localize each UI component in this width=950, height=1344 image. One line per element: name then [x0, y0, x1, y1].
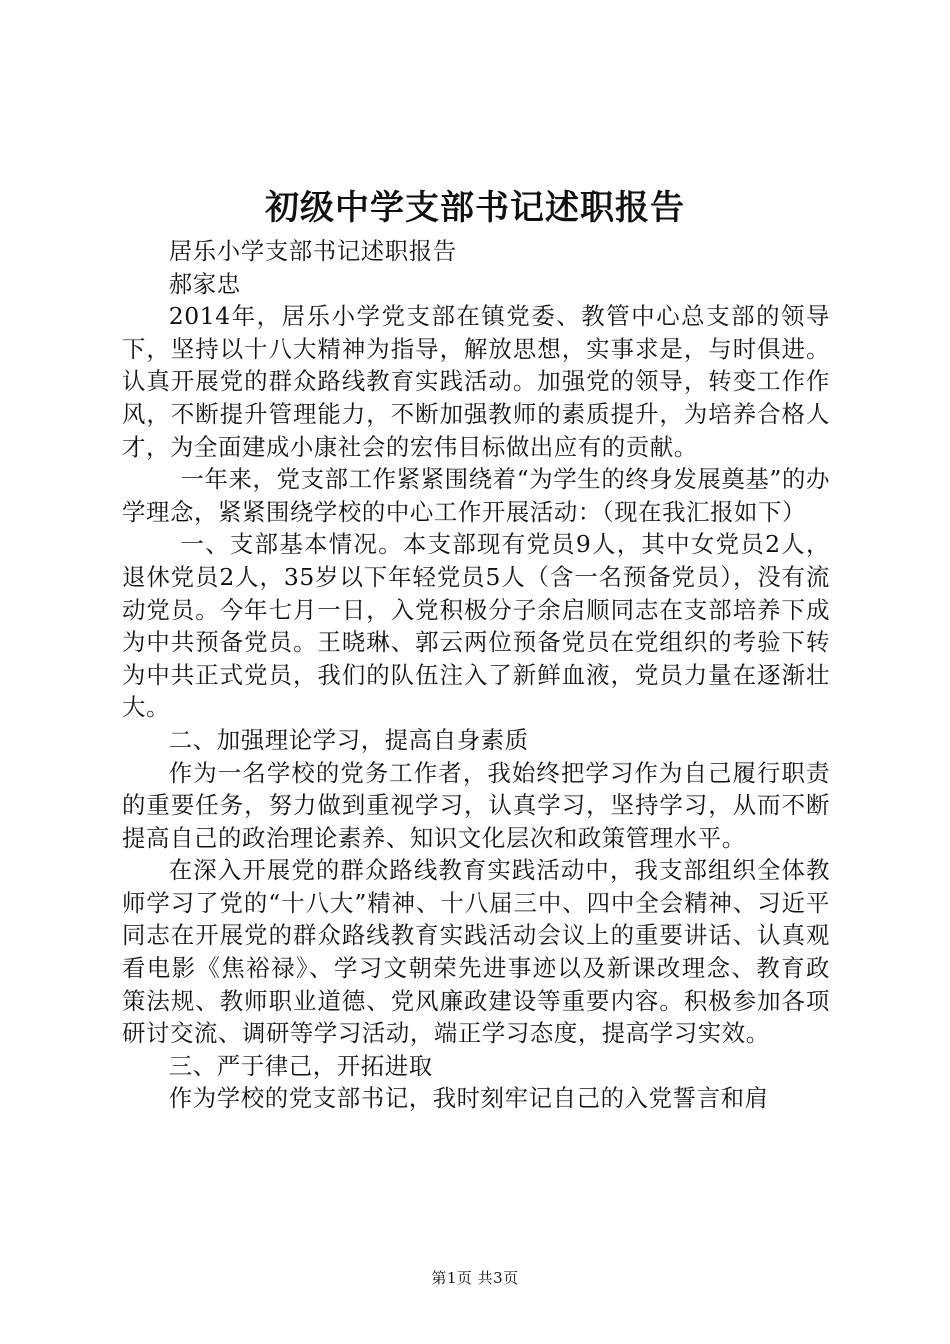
paragraph: 2014年，居乐小学党支部在镇党委、教管中心总支部的领导下，坚持以十八大精神为指导，解放思想，实事求是，与时俱进。认真开展党的群众路线教育实践活动。加强党的领导，转变工作作风，不断提升管理能力，不断加强教师的素质提升，为培养合格人才，为全面建成小康社会的宏伟目标做出应有的贡献。 [122, 302, 830, 461]
section-heading: 二、加强理论学习，提高自身素质 [168, 725, 529, 754]
page-footer: 第1页 共3页 [431, 1269, 519, 1287]
paragraph-author: 郝家忠 [168, 269, 241, 298]
paragraph: 在深入开展党的群众路线教育实践活动中，我支部组织全体教师学习了党的“十八大”精神、十八届三中、四中全会精神、习近平同志在开展党的群众路线教育实践活动会议上的重要讲话、认真观看电影《焦裕禄》、学习文朝荣先进事迹以及新课改理念、教育政策法规、教师职业道德、党风廉政建设等重要内容。积极参加各项研讨交流、调研等学习活动，端正学习态度，提高学习实效。 [122, 856, 830, 1048]
paragraph: 作为学校的党支部书记，我时刻牢记自己的入党誓言和肩 [168, 1084, 769, 1113]
paragraph: 一、支部基本情况。本支部现有党员9人，其中女党员2人，退休党员2人，35岁以下年轻党员5人（含一名预备党员），没有流动党员。今年七月一日，入党积极分子余启顺同志在支部培养下成为中共预备党员。王晓琳、郭云两位预备党员在党组织的考验下转为中共正式党员，我们的队伍注入了新鲜血液，党员力量在逐渐壮大。 [122, 530, 830, 722]
paragraph: 作为一名学校的党务工作者，我始终把学习作为自己履行职责的重要任务，努力做到重视学习，认真学习，坚持学习，从而不断提高自己的政治理论素养、知识文化层次和政策管理水平。 [122, 758, 830, 852]
document-title: 初级中学支部书记述职报告 [265, 188, 685, 228]
paragraph: 一年来，党支部工作紧紧围绕着“为学生的终身发展奠基”的办学理念，紧紧围绕学校的中心工作开展活动：（现在我汇报如下） [122, 465, 830, 526]
document-body [122, 235, 830, 1115]
paragraph-subtitle: 居乐小学支部书记述职报告 [168, 237, 457, 265]
section-heading: 三、严于律己，开拓进取 [168, 1051, 433, 1080]
